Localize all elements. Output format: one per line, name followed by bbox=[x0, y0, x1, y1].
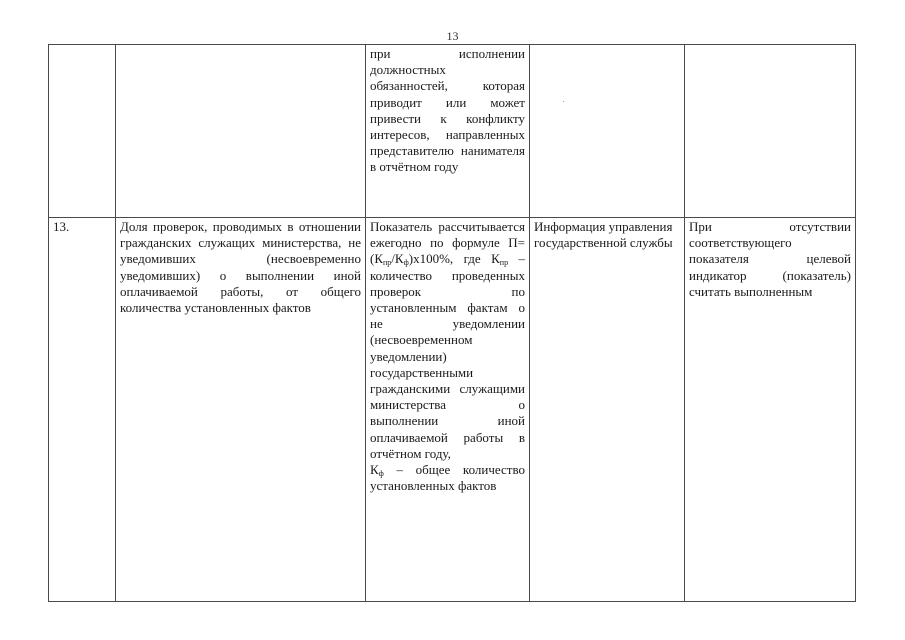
source-text: Информация управления государственной службы bbox=[534, 219, 673, 251]
cell-indicator bbox=[116, 45, 366, 218]
table-row bbox=[49, 218, 856, 602]
indicator-text: Доля проверок, проводимых в отношении гражданских служащих министерства, не уведомивших (несвоевременно уведомивших) о выполнении иной оплачиваемой работы, от общего количества установленных фактов bbox=[120, 219, 361, 316]
scan-speck bbox=[563, 101, 564, 102]
method-continuation-text: при исполнении должностных обязанностей, которая приводит или может привести к конфликту интересов, направленных представителю нанимателя в отчётном году bbox=[370, 46, 525, 175]
cell-source bbox=[530, 45, 685, 218]
k-f-definition: $К_ф$ – общее количество установленных фактов bbox=[370, 462, 525, 494]
cell-source bbox=[530, 218, 685, 602]
cell-note bbox=[685, 218, 856, 602]
k-pr-definition: $К_{пр}$ – количество проведенных проверок по установленным фактам о не уведомлении (несвоевременном уведомлении) государственными гражданскими служащими министерства о выполнении иной оплачиваемой работы в отчётном году, bbox=[370, 251, 526, 461]
cell-indicator bbox=[116, 218, 366, 602]
method-intro: Показатель рассчитывается ежегодно по формуле $П=(К_{пр}/К_ф)х100\%$, где bbox=[370, 219, 525, 268]
note-text: При отсутствии соответствующего показателя целевой индикатор (показатель) считать выполненным bbox=[689, 219, 851, 299]
cell-note bbox=[685, 45, 856, 218]
cell-number bbox=[49, 218, 116, 602]
cell-method bbox=[366, 45, 530, 218]
table-row bbox=[49, 45, 856, 218]
cell-method bbox=[366, 218, 530, 602]
cell-number bbox=[49, 45, 116, 218]
row-number: 13. bbox=[53, 219, 70, 234]
indicators-table bbox=[48, 44, 856, 602]
page-number: 13 bbox=[446, 29, 459, 43]
